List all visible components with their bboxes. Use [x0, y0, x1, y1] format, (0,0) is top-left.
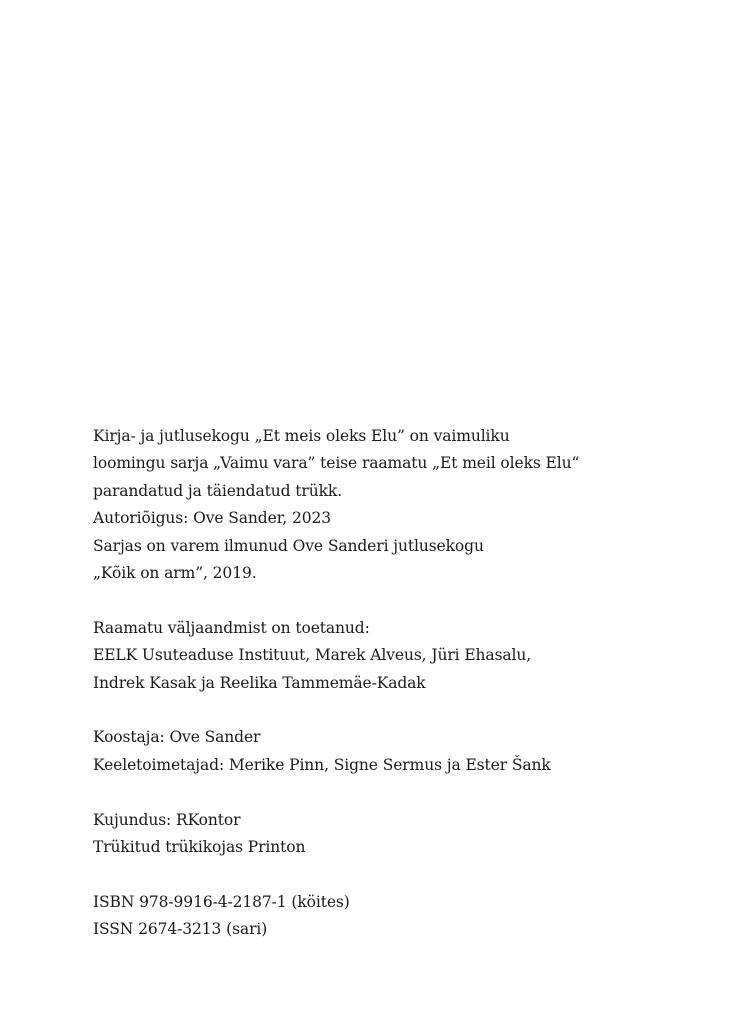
- paragraph-gap: [93, 587, 693, 614]
- paragraph-gap: [93, 779, 693, 806]
- colophon-line: „Kõik on arm”, 2019.: [93, 564, 257, 583]
- supporters-note: [93, 615, 693, 697]
- production-note: [93, 807, 693, 862]
- editors-note: [93, 724, 693, 779]
- language-editors-line: Keeletoimetajad: Merike Pinn, Signe Sermus ja Ester Šank: [93, 755, 551, 774]
- copyright-line: Autoriõigus: Ove Sander, 2023: [93, 509, 332, 528]
- colophon-line: loomingu sarja „Vaimu vara” teise raamatu „Et meil oleks Elu“: [93, 454, 580, 473]
- supporters-heading: Raamatu väljaandmist on toetanud:: [93, 618, 370, 637]
- colophon-line: Sarjas on varem ilmunud Ove Sanderi jutlusekogu: [93, 536, 484, 555]
- colophon-line: parandatud ja täiendatud trükk.: [93, 481, 343, 500]
- supporters-line: Indrek Kasak ja Reelika Tammemäe-Kadak: [93, 673, 426, 692]
- issn-line: ISSN 2674-3213 (sari): [93, 920, 268, 939]
- identifiers-note: [93, 889, 693, 944]
- printer-line: Trükitud trükikojas Printon: [93, 838, 306, 857]
- isbn-line: ISBN 978-9916-4-2187-1 (köites): [93, 892, 350, 911]
- colophon-block: [93, 423, 693, 944]
- design-line: Kujundus: RKontor: [93, 810, 241, 829]
- colophon-line: Kirja- ja jutlusekogu „Et meis oleks Elu” on vaimuliku: [93, 427, 510, 445]
- supporters-line: EELK Usuteaduse Instituut, Marek Alveus, Jüri Ehasalu,: [93, 646, 532, 665]
- paragraph-gap: [93, 697, 693, 724]
- edition-note: [93, 423, 693, 587]
- paragraph-gap: [93, 861, 693, 888]
- compiler-line: Koostaja: Ove Sander: [93, 728, 261, 747]
